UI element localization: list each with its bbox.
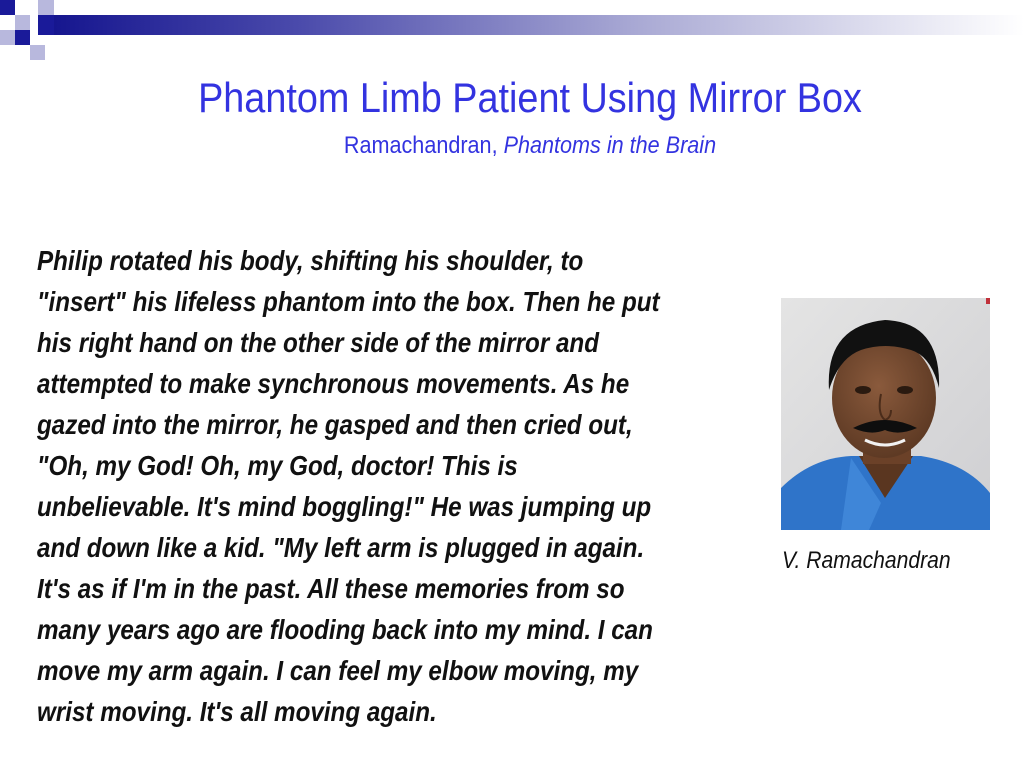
quote-line: attempted to make synchronous movements. As he <box>37 368 630 399</box>
quote-line: many years ago are flooding back into my mind. I can <box>37 614 653 645</box>
corner-square <box>15 15 30 30</box>
quote-line: "insert" his lifeless phantom into the box. Then he put <box>37 286 660 317</box>
slide-subtitle <box>53 132 1007 160</box>
quote-line: unbelievable. It's mind boggling!" He was jumping up <box>37 491 652 522</box>
subtitle-book-title: Phantoms in the Brain <box>503 132 717 159</box>
quote-line: gazed into the mirror, he gasped and then cried out, <box>37 409 633 440</box>
slide-title: Phantom Limb Patient Using Mirror Box <box>198 74 862 121</box>
ramachandran-photo <box>781 298 990 530</box>
quote-line: Philip rotated his body, shifting his shoulder, to <box>37 245 584 276</box>
quote-text <box>37 240 741 732</box>
corner-square <box>0 0 15 15</box>
decorative-corner <box>0 0 1024 60</box>
quote-line: "Oh, my God! Oh, my God, doctor! This is <box>37 450 518 481</box>
quote-line: his right hand on the other side of the mirror and <box>37 327 600 358</box>
corner-square <box>38 15 54 35</box>
corner-square <box>15 30 30 45</box>
corner-square <box>0 30 15 45</box>
corner-square <box>30 45 45 60</box>
quote-line: It's as if I'm in the past. All these memories from so <box>37 573 625 604</box>
quote-line: wrist moving. It's all moving again. <box>37 696 437 727</box>
quote-line: and down like a kid. "My left arm is plugged in again. <box>37 532 645 563</box>
corner-square <box>38 0 54 15</box>
header-gradient-bar <box>54 15 1024 35</box>
photo-caption: V. Ramachandran <box>782 547 951 574</box>
subtitle-author: Ramachandran, <box>343 132 498 159</box>
quote-line: move my arm again. I can feel my elbow moving, my <box>37 655 639 686</box>
